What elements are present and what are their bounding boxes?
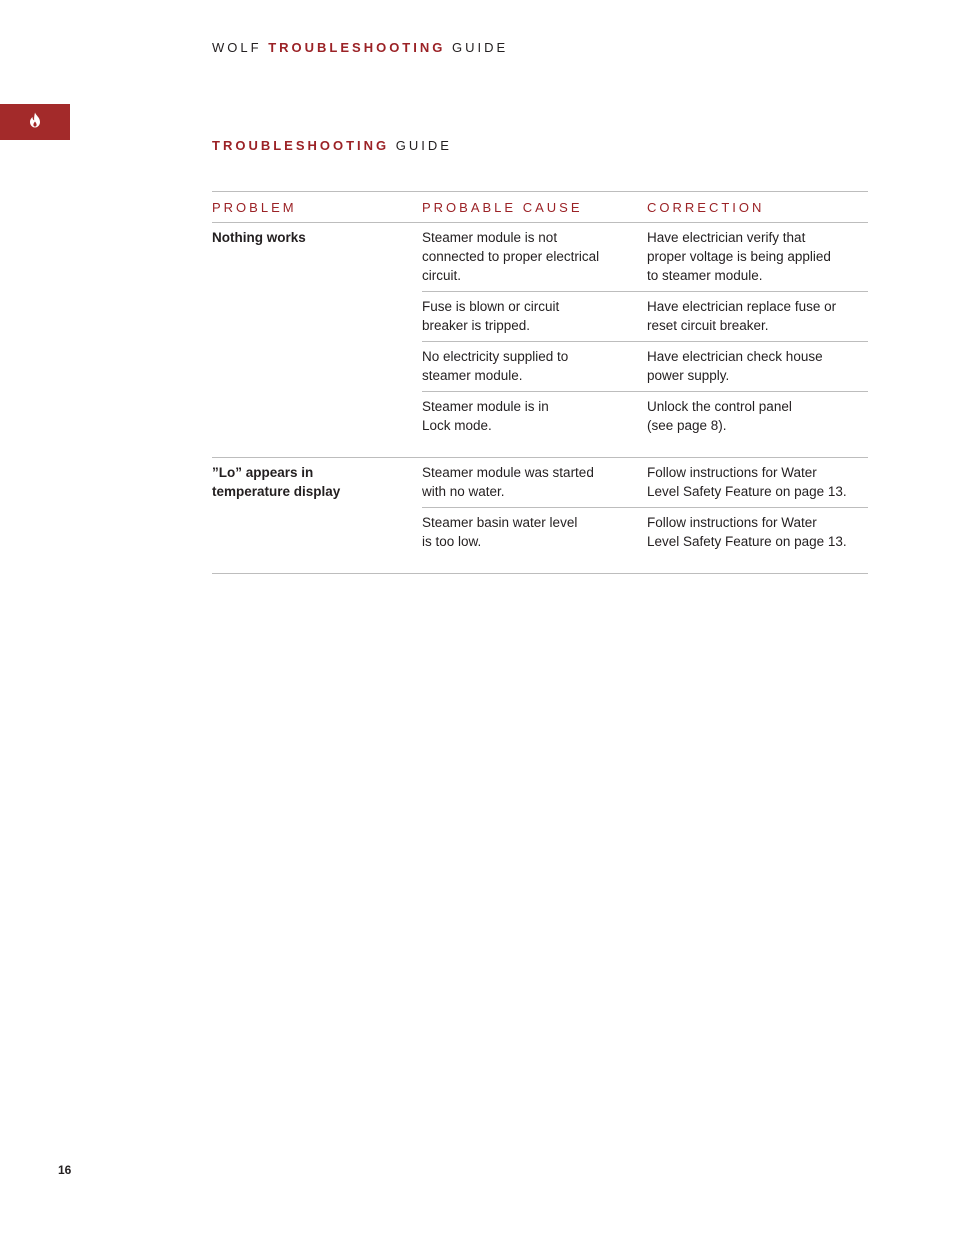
problem-group (212, 458, 868, 573)
correction-cell: Unlock the control panel (see page 8). (647, 399, 792, 433)
problem-label: ”Lo” appears in temperature display (212, 465, 341, 499)
flame-icon (29, 112, 41, 133)
table-row (422, 458, 868, 508)
section-title-accent: TROUBLESHOOTING (212, 138, 390, 153)
correction-cell: Have electrician verify that proper voltage is being applied to steamer module. (647, 230, 831, 283)
header-problem: PROBLEM (212, 199, 297, 215)
section-title (212, 138, 452, 153)
correction-cell: Follow instructions for Water Level Safety Feature on page 13. (647, 515, 847, 549)
correction-cell: Have electrician check house power supply. (647, 349, 823, 383)
table-row (422, 292, 868, 342)
header-accent: TROUBLESHOOTING (268, 40, 446, 55)
header-probable-cause: PROBABLE CAUSE (422, 199, 583, 215)
table-row (422, 508, 868, 557)
cause-list (422, 458, 868, 573)
header-correction: CORRECTION (647, 199, 765, 215)
header-brand: WOLF (212, 40, 262, 55)
running-header (212, 40, 508, 55)
cause-cell: Steamer module was started with no water. (422, 465, 594, 499)
correction-cell: Follow instructions for Water Level Safety Feature on page 13. (647, 465, 847, 499)
cause-cell: Fuse is blown or circuit breaker is tripped. (422, 299, 560, 333)
table-row (422, 223, 868, 292)
problem-group (212, 223, 868, 458)
problem-label: Nothing works (212, 230, 306, 245)
cause-cell: No electricity supplied to steamer module. (422, 349, 569, 383)
cause-cell: Steamer module is not connected to proper electrical circuit. (422, 230, 600, 283)
cause-cell: Steamer basin water level is too low. (422, 515, 578, 549)
troubleshooting-table (212, 191, 868, 574)
section-title-tail: GUIDE (395, 138, 452, 153)
table-header (212, 192, 868, 223)
section-tab (0, 104, 70, 140)
table-row (422, 392, 868, 441)
cause-cell: Steamer module is in Lock mode. (422, 399, 549, 433)
header-tail: GUIDE (451, 40, 509, 55)
correction-cell: Have electrician replace fuse or reset circuit breaker. (647, 299, 837, 333)
page-number: 16 (58, 1163, 72, 1177)
table-row (422, 342, 868, 392)
cause-list (422, 223, 868, 457)
